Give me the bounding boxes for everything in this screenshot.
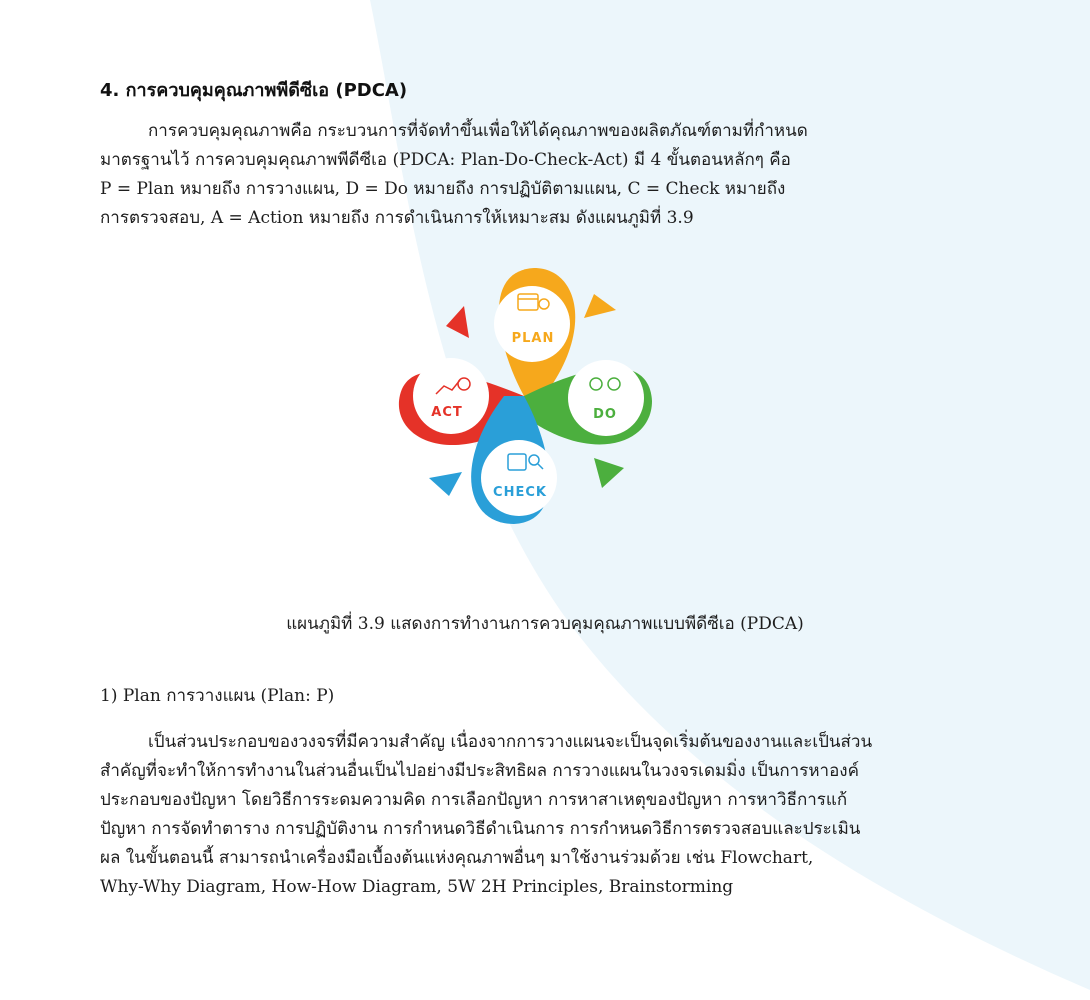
plan-paragraph bbox=[100, 728, 980, 902]
intro-line: มาตรฐานไว้ การควบคุมคุณภาพพีดีซีเอ (PDCA: Plan-Do-Check-Act) มี 4 ขั้นตอนหลักๆ คือ bbox=[100, 150, 791, 170]
do-label: DO bbox=[593, 407, 617, 422]
plan-line: ปัญหา การจัดทำตาราง การปฏิบัติงาน การกำหนดวิธีดำเนินการ การกำหนดวิธีการตรวจสอบและประเมิน bbox=[100, 819, 861, 839]
pdca-diagram bbox=[368, 240, 680, 552]
act-label: ACT bbox=[431, 405, 463, 420]
plan-line: Why-Why Diagram, How-How Diagram, 5W 2H Principles, Brainstorming bbox=[100, 877, 734, 897]
intro-paragraph bbox=[100, 117, 980, 233]
section-heading: 4. การควบคุมคุณภาพพีดีซีเอ (PDCA) bbox=[100, 80, 408, 101]
figure-caption: แผนภูมิที่ 3.9 แสดงการทำงานการควบคุมคุณภาพแบบพีดีซีเอ (PDCA) bbox=[286, 614, 804, 634]
intro-line: การควบคุมคุณภาพคือ กระบวนการที่จัดทำขึ้นเพื่อให้ได้คุณภาพของผลิตภัณฑ์ตามที่กำหนด bbox=[148, 121, 808, 141]
intro-line: การตรวจสอบ, A = Action หมายถึง การดำเนินการให้เหมาะสม ดังแผนภูมิที่ 3.9 bbox=[100, 208, 694, 228]
plan-line: เป็นส่วนประกอบของวงจรที่มีความสำคัญ เนื่องจากการวางแผนจะเป็นจุดเริ่มต้นของงานและเป็นส่วน bbox=[148, 732, 873, 752]
check-label: CHECK bbox=[493, 485, 547, 500]
plan-line: สำคัญที่จะทำให้การทำงานในส่วนอื่นเป็นไปอย่างมีประสิทธิผล การวางแผนในวงจรเดมมิ่ง เป็นการหาองค์ bbox=[100, 761, 859, 781]
intro-line: P = Plan หมายถึง การวางแผน, D = Do หมายถึง การปฏิบัติตามแผน, C = Check หมายถึง bbox=[100, 179, 786, 199]
plan-line: ประกอบของปัญหา โดยวิธีการระดมความคิด การเลือกปัญหา การหาสาเหตุของปัญหา การหาวิธีการแก้ bbox=[100, 790, 848, 810]
plan-label: PLAN bbox=[511, 331, 555, 346]
plan-line: ผล ในขั้นตอนนี้ สามารถนำเครื่องมือเบื้องต้นแห่งคุณภาพอื่นๆ มาใช้งานร่วมด้วย เช่น Flowchart, bbox=[100, 848, 814, 868]
plan-subheading: 1) Plan การวางแผน (Plan: P) bbox=[100, 686, 335, 706]
